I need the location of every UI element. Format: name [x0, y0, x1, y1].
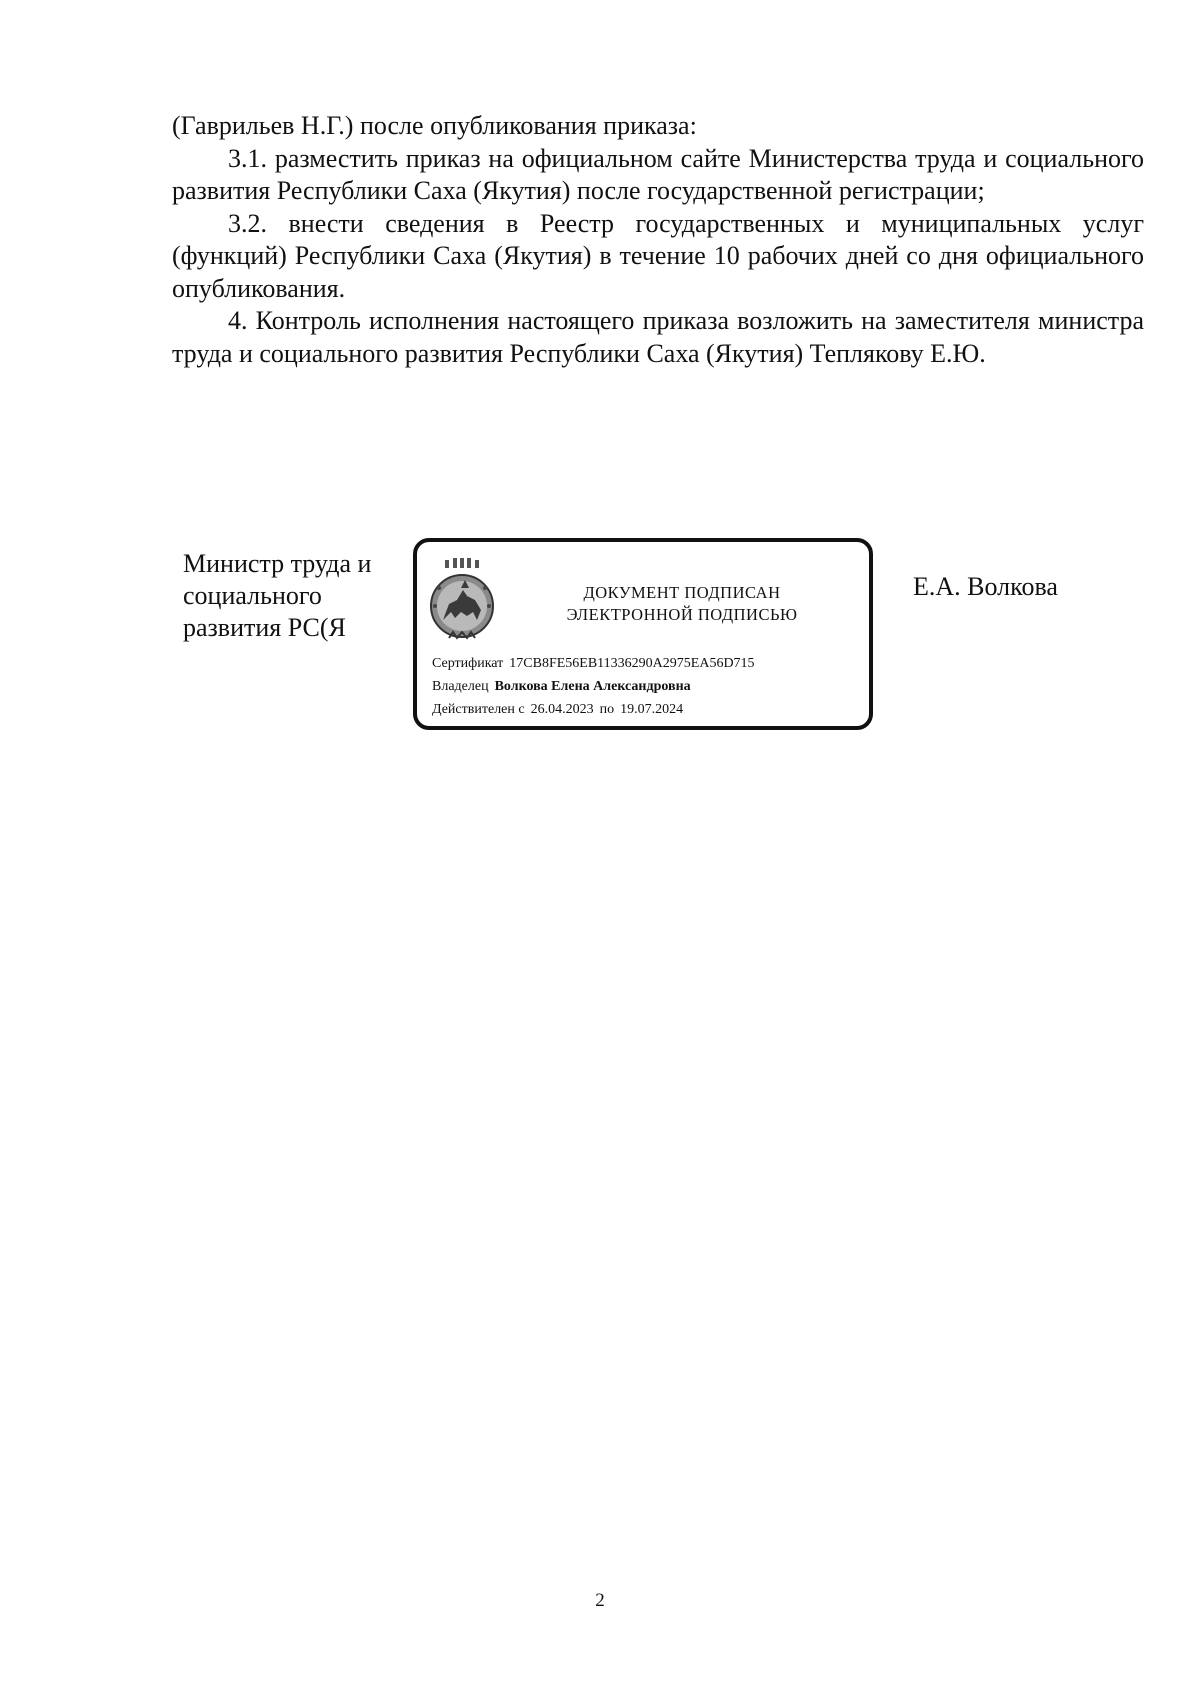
paragraph-4: 4. Контроль исполнения настоящего приказа возложить на заместителя министра труда и социального развития Республики Саха (Якутия) Теплякову Е.Ю. [172, 306, 1144, 368]
stamp-owner-row [432, 678, 691, 696]
owner-value: Волкова Елена Александровна [494, 679, 691, 694]
valid-from-date: 26.04.2023 [530, 702, 594, 717]
stamp-certificate-row [432, 655, 755, 673]
document-body [172, 110, 1144, 370]
valid-to-label: по [599, 702, 615, 717]
signer-position-line: социального [183, 581, 322, 610]
valid-from-label: Действителен с [432, 702, 525, 717]
paragraph-intro: (Гаврильев Н.Г.) после опубликования приказа: [172, 111, 697, 140]
certificate-value: 17CB8FE56EB11336290A2975EA56D715 [509, 656, 755, 671]
valid-to-date: 19.07.2024 [620, 702, 684, 717]
coat-of-arms-icon [429, 558, 495, 646]
stamp-header-line: ЭЛЕКТРОННОЙ ПОДПИСЬЮ [566, 605, 798, 624]
signer-position-line: развития РС(Я [183, 613, 346, 642]
electronic-signature-stamp [413, 538, 873, 730]
stamp-header [532, 582, 832, 626]
stamp-validity-row [432, 701, 683, 719]
signer-position-line: Министр труда и [183, 549, 372, 578]
paragraph-3-2: 3.2. внести сведения в Реестр государственных и муниципальных услуг (функций) Республики Саха (Якутия) в течение 10 рабочих дней со дня официального опубликования. [172, 208, 1144, 303]
page-number: 2 [595, 1590, 605, 1611]
signer-name: Е.А. Волкова [913, 572, 1058, 601]
certificate-label: Сертификат [432, 656, 504, 671]
paragraph-3-1: 3.1. разместить приказ на официальном сайте Министерства труда и социального развития Республики Саха (Якутия) после государственной регистрации; [172, 143, 1144, 205]
stamp-header-line: ДОКУМЕНТ ПОДПИСАН [583, 583, 781, 602]
owner-label: Владелец [432, 679, 489, 694]
signer-position [183, 548, 408, 644]
